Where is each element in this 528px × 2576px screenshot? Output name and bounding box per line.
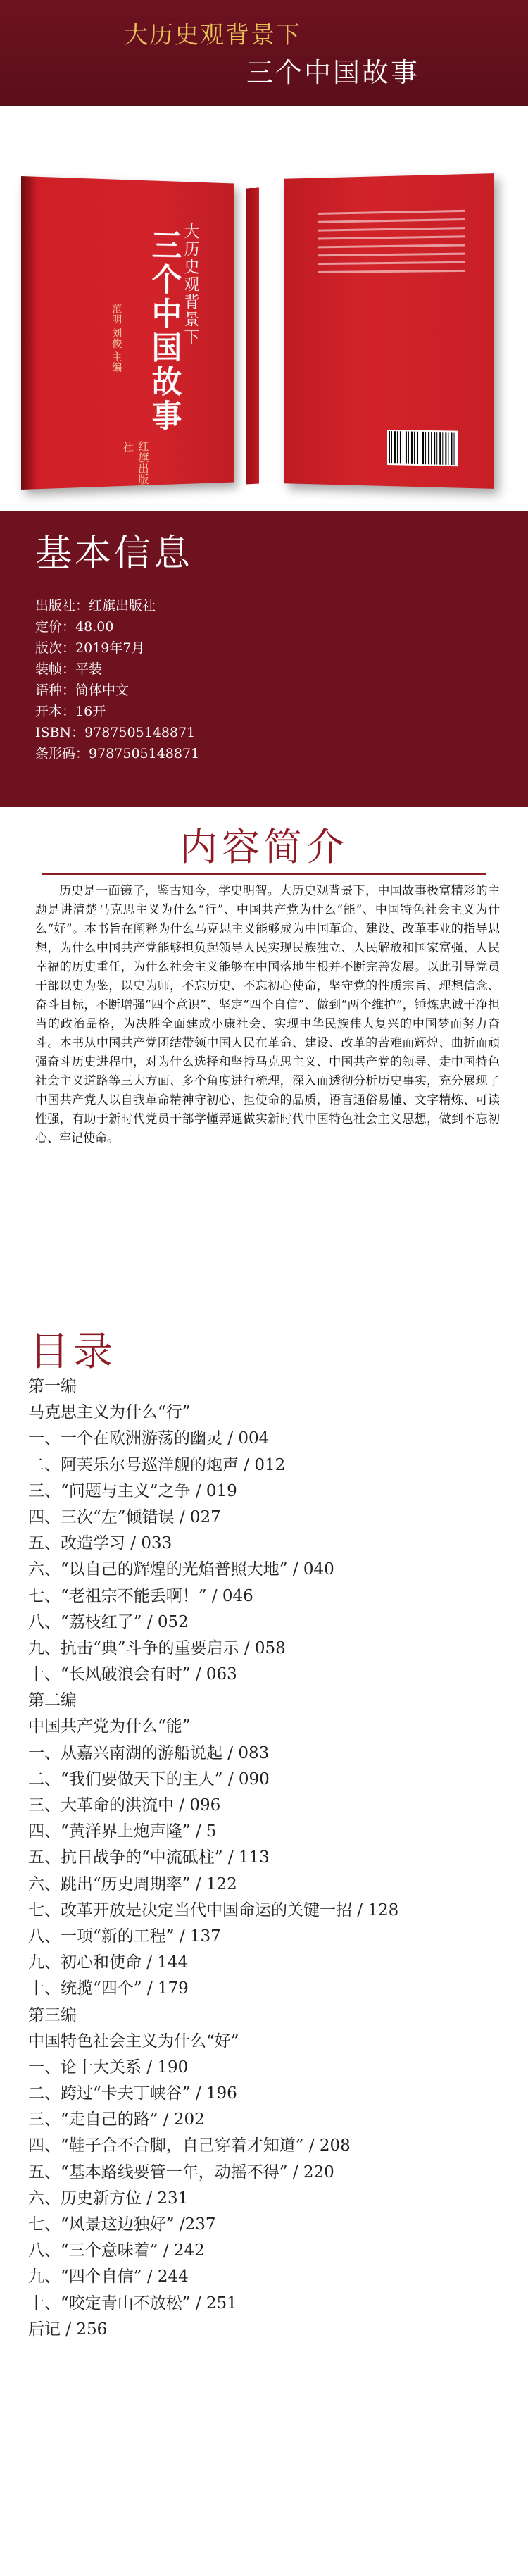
basic-info-list [0, 588, 528, 807]
toc-item: 五、抗日战争的“中流砥柱” / 113 [28, 1848, 270, 1867]
toc-item: 七、“老祖宗不能丢啊！” / 046 [28, 1586, 253, 1605]
intro-paragraph: 历史是一面镜子，鉴古知今，学史明智。大历史观背景下，中国故事极富精彩的主题是讲清楚马克思主义为什么“行”、中国共产党为什么“能”、中国特色社会主义为什么“好”。本书旨在阐释为什么马克思主义能够成为中国革命、建设、改革事业的指导思想，为什么中国共产党能够担负起领导人民实现民族独立、人民解放和国家富强、人民幸福的历史重任，为什么社会主义能够在中国落地生根并不断完善发展。以此引导党员干部以史为鉴，以史为师，不忘历史、不忘初心使命，坚守党的性质宗旨、理想信念、奋斗目标，不断增强“四个意识”、坚定“四个自信”、做到“两个维护”，锤炼忠诚干净担当的政治品格，为决胜全面建成小康社会、实现中华民族伟大复兴的中国梦而努力奋斗。本书从中国共产党团结带领中国人民在革命、建设、改革的苦难而辉煌、曲折而顽强奋斗历史进程中，对为什么选择和坚持马克思主义、中国共产党的领导、走中国特色社会主义道路等三大方面、多个角度进行梳理，深入而透彻分析历史事实，充分展现了中国共产党人以自我革命精神守初心、担使命的品质，语言通俗易懂、文字精炼、可读性强，有助于新时代党员干部学懂弄通做实新时代中国特色社会主义思想，做到不忘初心、牢记使命。 [35, 884, 500, 1145]
info-row-edition: 版次：2019年7月 [35, 640, 145, 656]
cover-authors: 范明 刘俊 主编 [111, 303, 123, 373]
toc-item: 第二编 [28, 1691, 77, 1710]
info-row-isbn: ISBN：9787505148871 [35, 725, 196, 740]
toc-item: 中国特色社会主义为什么“好” [28, 2031, 239, 2051]
toc-item: 四、三次“左”倾错误 / 027 [28, 1507, 221, 1526]
cover-publisher: 红旗出版社 [121, 440, 149, 485]
info-row-format: 开本：16开 [35, 704, 106, 719]
toc-item: 第一编 [28, 1377, 77, 1395]
toc-item: 十、“长风破浪会有时” / 063 [28, 1665, 237, 1684]
toc-item: 一、一个在欧洲游荡的幽灵 / 004 [28, 1429, 270, 1448]
toc-item: 五、“基本路线要管一年，动摇不得” / 220 [28, 2163, 334, 2182]
toc-item: 六、“以自己的辉煌的光焰普照大地” / 040 [28, 1560, 334, 1579]
back-cover-text-block [318, 210, 465, 280]
info-row-publisher: 出版社：红旗出版社 [35, 598, 156, 614]
page-bottom-margin [0, 2522, 528, 2576]
toc-item: 中国共产党为什么“能” [28, 1717, 191, 1736]
toc-item: 三、大革命的洪流中 / 096 [28, 1796, 221, 1815]
toc-title: 目录 [30, 1329, 117, 1375]
barcode-image [387, 430, 458, 466]
toc-item: 五、改造学习 / 033 [28, 1534, 172, 1553]
book-photo-area [0, 106, 528, 500]
toc-item: 七、改革开放是决定当代中国命运的关键一招 / 128 [28, 1900, 399, 1919]
toc-item: 七、“风景这边独好” /237 [28, 2215, 216, 2234]
basic-info-header [0, 511, 528, 588]
cover-title-small: 大历史观背景下 [181, 222, 200, 347]
basic-info-title: 基本信息 [35, 533, 194, 575]
intro-divider [42, 873, 486, 875]
toc-item: 十、“咬定青山不放松” / 251 [28, 2294, 237, 2313]
toc-item: 八、一项“新的工程” / 137 [28, 1927, 221, 1946]
toc-item: 马克思主义为什么“行” [28, 1403, 191, 1422]
toc-item: 四、“鞋子合不合脚，自己穿着才知道” / 208 [28, 2136, 351, 2155]
intro-title: 内容简介 [180, 825, 348, 869]
book-back-cover[interactable] [284, 173, 494, 489]
toc-item: 九、“四个自信” / 244 [28, 2267, 189, 2286]
toc-item: 三、“问题与主义”之争 / 019 [28, 1481, 237, 1500]
toc-item: 三、“走自己的路” / 202 [28, 2110, 205, 2129]
toc-item: 八、“荔枝红了” / 052 [28, 1612, 189, 1631]
toc-item: 十、统揽“四个” / 179 [28, 1979, 189, 1998]
cover-title-large: 三个中国故事 [147, 228, 183, 434]
info-row-barcode: 条形码：9787505148871 [35, 746, 200, 761]
info-row-binding: 装帧：平装 [35, 661, 103, 677]
cover-spine-shade [21, 176, 37, 490]
banner-title-line1: 大历史观背景下 [124, 21, 301, 49]
info-row-language: 语种：简体中文 [35, 683, 130, 698]
book-spine [246, 188, 259, 485]
banner-title-line2: 三个中国故事 [246, 57, 420, 88]
toc-item: 后记 / 256 [28, 2320, 108, 2339]
book-front-cover[interactable] [21, 176, 234, 490]
top-banner [0, 0, 528, 106]
toc-item: 九、初心和使命 / 144 [28, 1953, 189, 1972]
info-row-price: 定价：48.00 [35, 619, 114, 635]
toc-item: 四、“黄洋界上炮声隆” / 5 [28, 1822, 217, 1841]
toc-item: 六、跳出“历史周期率” / 122 [28, 1874, 237, 1893]
toc-item: 第三编 [28, 2005, 77, 2024]
toc-item: 六、历史新方位 / 231 [28, 2189, 189, 2208]
toc-item: 二、“我们要做天下的主人” / 090 [28, 1769, 270, 1788]
toc-item: 二、跨过“卡夫丁峡谷” / 196 [28, 2084, 237, 2103]
toc-item: 八、“三个意味着” / 242 [28, 2241, 205, 2260]
toc-item: 一、从嘉兴南湖的游船说起 / 083 [28, 1743, 270, 1762]
toc-item: 一、论十大关系 / 190 [28, 2058, 189, 2077]
toc-list [28, 1374, 507, 2343]
toc-item: 二、阿芙乐尔号巡洋舰的炮声 / 012 [28, 1455, 286, 1474]
toc-item: 九、抗击“典”斗争的重要启示 / 058 [28, 1638, 286, 1657]
